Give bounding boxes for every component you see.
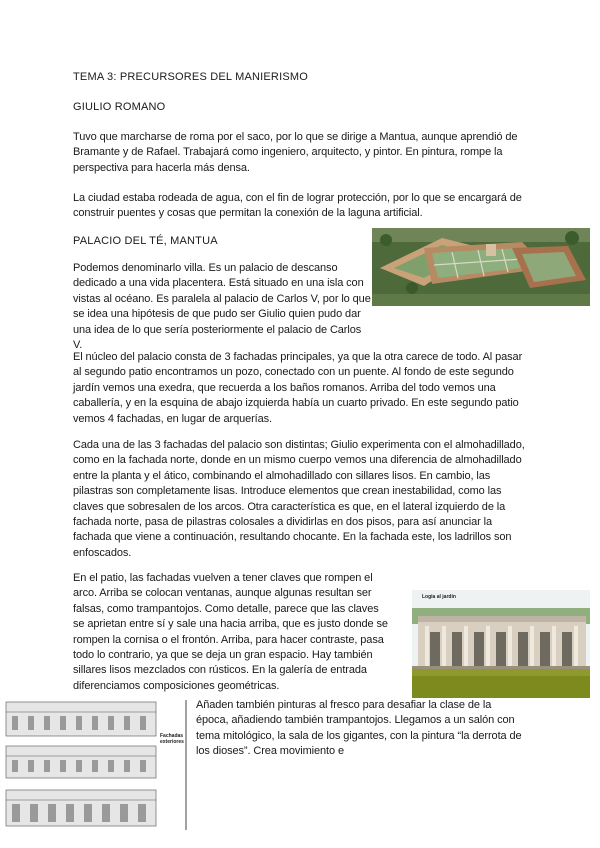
- paragraph-fachadas: Cada una de las 3 fachadas del palacio son distintas; Giulio experimenta con el almohadillado, como en la fachada norte, donde en un mismo cuerpo vemos una diferencia de almohadillado entre la planta y el ático, combinando el almohadillado con sillares lisos. En cambio, las pilastras son completamente lisas. Introduce elementos que crean inestabilidad, como las claves que sobresalen de los arcos. Otra característica es que, en el lateral izquierdo de la fachada norte, pasa de pilastras colosales a dividirlas en dos pisos, para así anunciar la fachada que viene a continuación, resultando chocante. En la fachada este, los ladrillos son enfoscados.: [73, 439, 525, 559]
- section-heading: PALACIO DEL TÉ, MANTUA: [73, 235, 218, 247]
- page-title: TEMA 3: PRECURSORES DEL MANIERISMO: [73, 71, 308, 83]
- paragraph-pinturas: Añaden también pinturas al fresco para desafiar la clase de la época, añadiendo también trampantojos. Llegamos a un salón con tema mitológico, la sala de los gigantes, con la pintura “la derrota de los dioses”. Crea movimiento e: [196, 699, 522, 758]
- paragraph-nucleo: El núcleo del palacio consta de 3 fachadas principales, ya que la otra carece de todo. Al pasar al segundo patio encontramos un pozo, conectado con un puente. Al fondo de este segundo jardín vemos una exedra, que recuerda a los baños romanos. Arriba del todo vemos una caballería, y en la esquina de abajo izquierda había un cuarto privado. En este segundo patio vemos 4 fachadas, en lugar de arquerías.: [73, 351, 523, 425]
- paragraph-villa: Podemos denominarlo villa. Es un palacio de descanso dedicado a una vida placentera. Está situado en una isla con vistas al océano. Es paralela al palacio de Carlos V, por lo que se idea una hipótesis de que pudo ser Giulio quien pudo dar una idea de lo que sería posteriormente el palacio de Carlos V.: [73, 262, 371, 352]
- facades-caption-1: Fachadas: [160, 733, 184, 739]
- palace-aerial-photo: [372, 228, 590, 306]
- paragraph-intro: Tuvo que marcharse de roma por el saco, por lo que se dirige a Mantua, aunque aprendió de Bramante y de Rafael. Trabajará como ingeniero, arquitecto, y pintor. En pintura, rompe la perspectiva para hacerla más densa.: [73, 131, 518, 174]
- facades-drawing: [4, 700, 187, 830]
- paragraph-patio: En el patio, las fachadas vuelven a tener claves que rompen el arco. Arriba se colocan ventanas, aunque algunas resultan ser falsas, como trampantojos. Como detalle, parece que las claves se aprietan entre sí y sale una hacia arriba, que es justo donde se rompen la cornisa o el frontón. Arriba, para hacer contraste, pasa todo lo contrario, ya que se deja un gran espacio. Hay también sillares lisos mezclados con rústicos. En la galería de entrada diferenciamos composiciones geométricas.: [73, 572, 388, 692]
- page-subtitle: GIULIO ROMANO: [73, 101, 166, 113]
- loggia-photo: [412, 590, 590, 698]
- facades-caption-2: exteriores: [160, 739, 184, 745]
- loggia-caption: Logia al jardín: [422, 594, 456, 600]
- paragraph-city: La ciudad estaba rodeada de agua, con el fin de lograr protección, por lo que se encargará de construir puentes y cosas que permitan la conexión de la laguna artificial.: [73, 192, 522, 220]
